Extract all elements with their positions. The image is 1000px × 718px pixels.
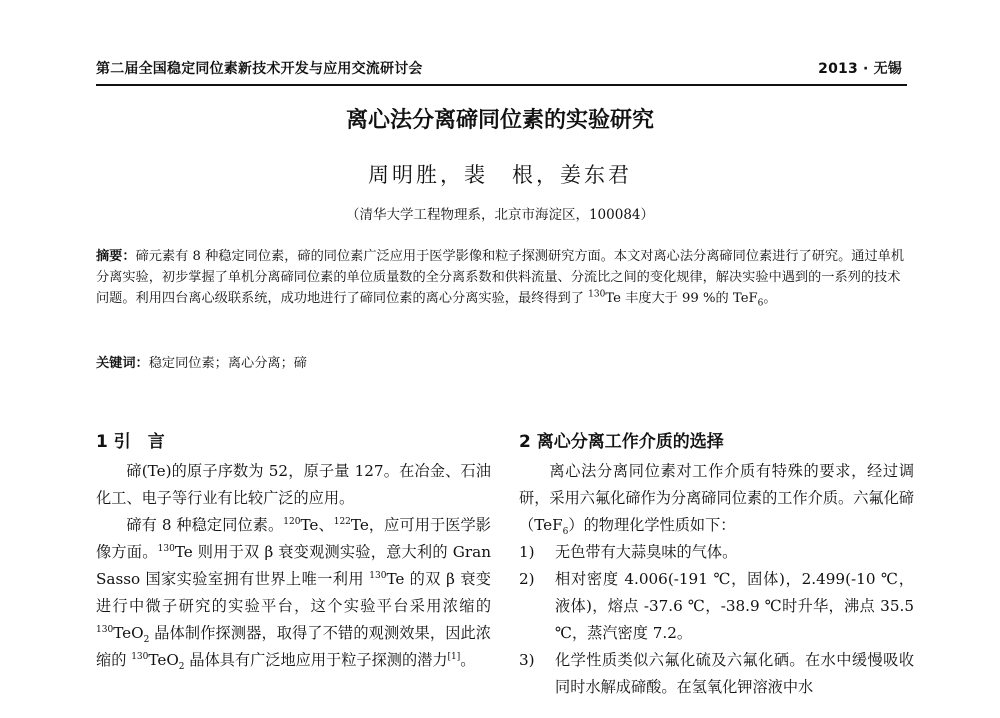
abstract-sub6: 6 [757, 298, 764, 309]
header-rule [96, 84, 907, 86]
abstract-text-c: 。 [763, 291, 777, 306]
right-column [519, 427, 914, 701]
abstract [96, 246, 912, 309]
keywords-label: 关键词： [96, 356, 149, 371]
keywords-text: 稳定同位素；离心分离；碲 [148, 356, 307, 371]
paper-title: 离心法分离碲同位素的实验研究 [345, 108, 654, 133]
abstract-text-b: Te 丰度大于 99 %的 TeF [605, 291, 758, 306]
property-list [519, 539, 914, 701]
abstract-isotope-mass: 130 [588, 289, 606, 300]
abstract-label: 摘要： [96, 249, 136, 264]
abstract-text-a: 碲元素有 8 种稳定同位素，碲的同位素广泛应用于医学影像和粒子探测研究方面。本文对离心法分离碲同位素进行了研究。通过单机分离实验，初步掌握了单机分离碲同位素的单位质量数的全分离系数和供料流量、分流比之间的变化规律，解决实验中遇到的一系列的技术问题。利用四台离心级联系统，成功地进行了碲同位素的离心分离实验，最终得到了 [96, 249, 905, 306]
citation-ref[interactable]: [1] [447, 651, 461, 662]
section1-heading: 1 引 言 [96, 432, 165, 452]
property-item: 3) 化学性质类似六氟化硫及六氟化硒。在水中缓慢吸收同时水解成碲酸。在氢氧化钾溶液中水 [519, 651, 914, 696]
property-item: 1) 无色带有大蒜臭味的气体。 [519, 543, 738, 561]
section1-paragraph-1: 碲(Te)的原子序数为 52，原子量 127。在冶金、石油化工、电子等行业有比较广泛的应用。 [96, 462, 491, 507]
running-header-conference: 第二届全国稳定同位素新技术开发与应用交流研讨会 [96, 61, 423, 77]
running-header-year-place: 2013 · 无锡 [818, 61, 902, 77]
keywords [96, 352, 307, 371]
left-column [96, 427, 491, 674]
property-item: 2) 相对密度 4.006(-191 ℃，固体)，2.499(-10 ℃，液体)，熔点 -37.6 ℃，-38.9 ℃时升华，沸点 35.5 ℃，蒸汽密度 7.2。 [519, 570, 914, 642]
affiliation: （清华大学工程物理系，北京市海淀区，100084） [345, 207, 655, 223]
section2-paragraph-1: 离心法分离同位素对工作介质有特殊的要求，经过调研，采用六氟化碲作为分离碲同位素的工作介质。六氟化碲（TeF$_6$）的物理化学性质如下： [519, 462, 914, 538]
authors: 周明胜，裴 根，姜东君 [368, 163, 632, 187]
section1-paragraph-2: 碲有 8 种稳定同位素。$^{120}$Te、$^{122}$Te，应可用于医学影像方面。$^{130}$Te 则用于双 β 衰变观测实验，意大利的 Gran Sasso 国家实验室拥有世界上唯一利用 $^{130}$Te 的双 β 衰变进行中微子研究的实验平台，这个实验平台采用浓缩的 $^{130}$TeO$_2$ 晶体制作探测器，取得了不错的观测效果，因此浓缩的 $^{130}$TeO$_2$ 晶体具有广泛地应用于粒子探测的潜力[1]。 [96, 516, 491, 673]
section2-heading: 2 离心分离工作介质的选择 [519, 432, 724, 452]
